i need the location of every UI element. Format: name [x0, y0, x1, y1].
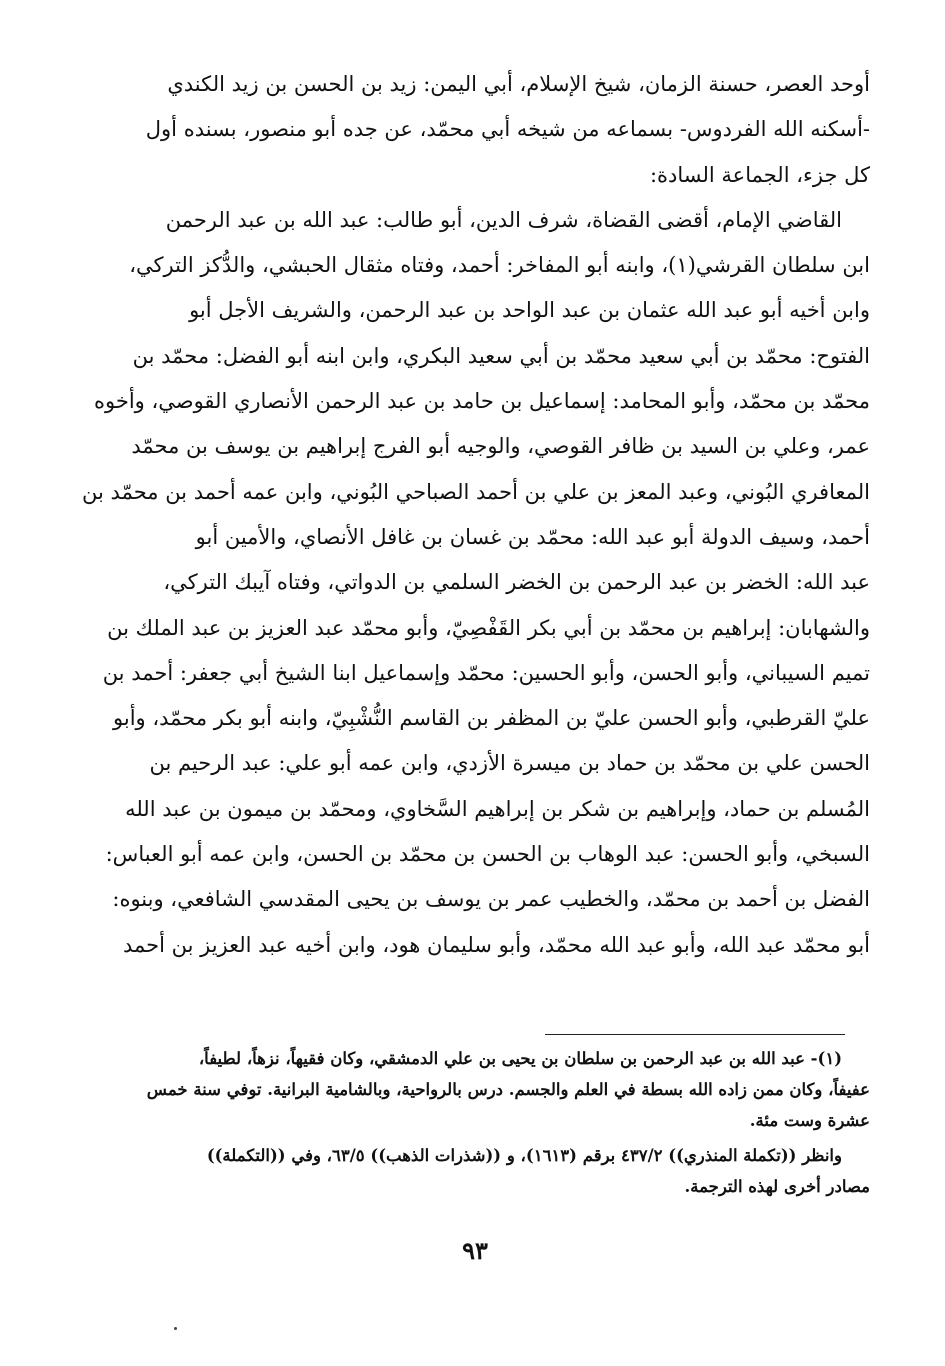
- text-line: أوحد العصر، حسنة الزمان، شيخ الإسلام، أبي اليمن: زيد بن الحسن بن زيد الكندي: [167, 72, 870, 96]
- text-line: المُسلم بن حماد، وإبراهيم بن شكر بن إبراهيم السَّخاوي، ومحمّد بن ميمون بن عبد الله: [125, 796, 870, 821]
- page-number: ٩٣: [462, 1236, 488, 1265]
- footnote-line: وانظر ((تكملة المنذري)) ٤٣٧/٢ برقم (١٦١٣)، و ((شذرات الذهب)) ٦٣/٥، وفي ((التكملة)): [206, 1146, 842, 1165]
- text-line: والشهابان: إبراهيم بن محمّد بن أبي بكر القَفْصِيّ، وأبو محمّد عبد العزيز بن عبد الملك بن: [107, 615, 870, 640]
- scan-speck: [174, 1327, 177, 1330]
- text-line: تميم السيباني، وأبو الحسن، وأبو الحسين: محمّد وإسماعيل ابنا الشيخ أبي جعفر: أحمد بن: [102, 660, 870, 685]
- text-line: وابن أخيه أبو عبد الله عثمان بن عبد الواحد بن عبد الرحمن، والشريف الأجل أبو: [189, 298, 870, 323]
- footnotes: [60, 1043, 870, 1202]
- text-line: عليّ القرطبي، وأبو الحسن عليّ بن المظفر بن القاسم النُّشْبِيّ، وابنه أبو بكر محمّد، وأبو: [113, 706, 870, 731]
- text-line: كل جزء، الجماعة السادة:: [649, 162, 870, 187]
- text-line: المعافري البُوني، وعبد المعز بن علي بن أحمد الصباحي البُوني، وابن عمه أحمد بن محمّد بن: [82, 479, 870, 504]
- text-line: عمر، وعلي بن السيد بن ظافر القوصي، والوجيه أبو الفرج إبراهيم بن يوسف بن محمّد: [131, 434, 870, 459]
- text-line: الفضل بن أحمد بن محمّد، والخطيب عمر بن يوسف بن يحيى المقدسي الشافعي، وبنوه:: [112, 887, 870, 912]
- footnote-separator: [545, 1034, 845, 1035]
- main-text: [60, 62, 870, 968]
- footnote-line: عشرة وست مئة.: [749, 1111, 870, 1130]
- footnote-line: (١)- عبد الله بن عبد الرحمن بن سلطان بن يحيى بن علي الدمشقي، وكان فقيهاً، نزهاً، لطيفاً،: [198, 1049, 842, 1068]
- footnote-line: عفيفاً، وكان ممن زاده الله بسطة في العلم والجسم. درس بالرواحية، وبالشامية البرانية. توفي سنة خمس: [146, 1080, 870, 1099]
- text-line: أحمد، وسيف الدولة أبو عبد الله: محمّد بن غسان بن غافل الأنصاي، والأمين أبو: [195, 524, 870, 549]
- text-line: السبخي، وأبو الحسن: عبد الوهاب بن الحسن بن محمّد بن الحسن، وابن عمه أبو العباس:: [105, 842, 870, 867]
- footnote-line: مصادر أخرى لهذه الترجمة.: [684, 1177, 870, 1196]
- text-line: ابن سلطان القرشي(١)، وابنه أبو المفاخر: أحمد، وفتاه مثقال الحبشي، والدُّكز التركي،: [129, 253, 870, 278]
- text-line: أبو محمّد عبد الله، وأبو عبد الله محمّد، وأبو سليمان هود، وابن أخيه عبد العزيز بن أحمد: [122, 932, 870, 957]
- text-line: القاضي الإمام، أقضى القضاة، شرف الدين، أبو طالب: عبد الله بن عبد الرحمن: [165, 207, 842, 232]
- text-line: عبد الله: الخضر بن عبد الرحمن بن الخضر السلمي بن الدواتي، وفتاه آيبك التركي،: [163, 570, 870, 595]
- text-line: الحسن علي بن محمّد بن حماد بن ميسرة الأزدي، وابن عمه أبو علي: عبد الرحيم بن: [149, 751, 870, 776]
- text-line: محمّد بن محمّد، وأبو المحامد: إسماعيل بن حامد بن عبد الرحمن الأنصاري القوصي، وأخوه: [93, 389, 870, 414]
- text-line: الفتوح: محمّد بن أبي سعيد محمّد بن أبي سعيد البكري، وابن ابنه أبو الفضل: محمّد بن: [132, 343, 870, 368]
- text-line: -أسكنه الله الفردوس- بسماعه من شيخه أبي محمّد، عن جده أبو منصور، بسنده أول: [145, 117, 870, 142]
